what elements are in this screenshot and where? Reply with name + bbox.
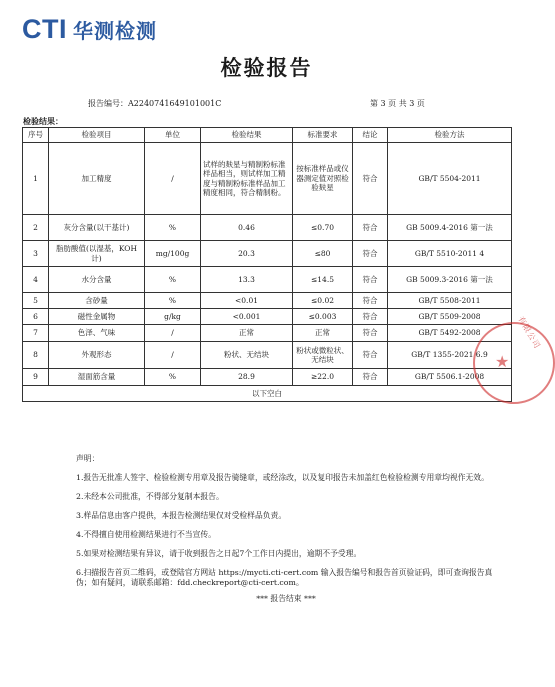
- cell-item: 水分含量: [49, 267, 145, 293]
- cell-requirement: ≤0.02: [293, 293, 353, 309]
- cell-requirement: 粉状或微粒状、无结块: [293, 342, 353, 369]
- cell-item: 磁性金属物: [49, 309, 145, 325]
- cell-no: 2: [23, 215, 49, 241]
- cell-result: 20.3: [201, 241, 293, 267]
- cell-method: GB/T 5508-2011: [388, 293, 512, 309]
- cell-no: 1: [23, 143, 49, 215]
- declaration-item: 5.如果对检测结果有异议，请于收到报告之日起7个工作日内提出，逾期不予受理。: [76, 549, 362, 558]
- declaration-item: 4.不得擅自使用检测结果进行不当宣传。: [76, 530, 216, 539]
- cell-unit: %: [145, 215, 201, 241]
- cell-requirement: 正常: [293, 325, 353, 342]
- cell-requirement: ≤0.003: [293, 309, 353, 325]
- results-table: [22, 127, 512, 402]
- cell-unit: /: [145, 143, 201, 215]
- cell-method: GB/T 5506.1-2008: [388, 369, 512, 386]
- cell-no: 4: [23, 267, 49, 293]
- col-conclusion: 结论: [353, 128, 388, 143]
- seal-star-icon: ★: [495, 352, 510, 371]
- cell-conclusion: 符合: [353, 143, 388, 215]
- cell-no: 8: [23, 342, 49, 369]
- table-row: [23, 215, 512, 241]
- cell-result: <0.001: [201, 309, 293, 325]
- cell-item: 外观形态: [49, 342, 145, 369]
- cell-conclusion: 符合: [353, 309, 388, 325]
- cell-unit: %: [145, 267, 201, 293]
- declaration-heading: 声明：: [76, 454, 100, 463]
- table-footer: 以下空白: [23, 386, 512, 402]
- col-unit: 单位: [145, 128, 201, 143]
- cell-item: 湿面筋含量: [49, 369, 145, 386]
- table-header-row: [23, 128, 512, 143]
- report-end: *** 报告结束 ***: [256, 594, 316, 603]
- cell-conclusion: 符合: [353, 293, 388, 309]
- results-label: 检验结果：: [23, 116, 63, 126]
- cell-no: 7: [23, 325, 49, 342]
- cell-method: GB 5009.4-2016 第一法: [388, 215, 512, 241]
- logo-chinese: 华测检测: [73, 19, 157, 43]
- cell-method: GB/T 5504-2011: [388, 143, 512, 215]
- table-row: [23, 342, 512, 369]
- table-row: [23, 267, 512, 293]
- cell-result: 正常: [201, 325, 293, 342]
- cell-conclusion: 符合: [353, 325, 388, 342]
- declaration-item: 3.样品信息由客户提供，本报告检测结果仅对受检样品负责。: [76, 511, 287, 520]
- cell-item: 灰分含量(以干基计): [49, 215, 145, 241]
- declaration-item: 2.未经本公司批准，不得部分复制本报告。: [76, 492, 224, 501]
- report-number: 报告编号：A2240741649101001C: [88, 99, 222, 108]
- cell-result: <0.01: [201, 293, 293, 309]
- cell-unit: g/kg: [145, 309, 201, 325]
- page-info: 第 3 页 共 3 页: [370, 99, 425, 108]
- company-logo: [22, 14, 157, 45]
- declaration-item: 6.扫描报告首页二维码，或登陆官方网站 https://mycti.cti-cert.com 输入报告编号和报告首页验证码，即可查询报告真伪；如有疑问，请联系邮箱：fdd.checkreport@cti-cert.com。: [76, 568, 493, 587]
- cell-no: 9: [23, 369, 49, 386]
- cell-item: 含砂量: [49, 293, 145, 309]
- table-row: [23, 325, 512, 342]
- col-result: 检验结果: [201, 128, 293, 143]
- cell-method: GB/T 5510-2011 4: [388, 241, 512, 267]
- table-footer-row: [23, 386, 512, 402]
- cell-item: 色泽、气味: [49, 325, 145, 342]
- cell-requirement: 按标准样品或仪器测定值对照检验麸星: [293, 143, 353, 215]
- cell-requirement: ≤14.5: [293, 267, 353, 293]
- cell-requirement: ≤80: [293, 241, 353, 267]
- col-no: 序号: [23, 128, 49, 143]
- cell-result: 28.9: [201, 369, 293, 386]
- logo-latin: CTI: [22, 14, 67, 44]
- cell-requirement: ≥22.0: [293, 369, 353, 386]
- cell-conclusion: 符合: [353, 369, 388, 386]
- cell-method: GB/T 5509-2008: [388, 309, 512, 325]
- cell-conclusion: 符合: [353, 342, 388, 369]
- table-row: [23, 241, 512, 267]
- cell-conclusion: 符合: [353, 267, 388, 293]
- cell-item: 加工精度: [49, 143, 145, 215]
- cell-unit: %: [145, 293, 201, 309]
- col-method: 检验方法: [388, 128, 512, 143]
- table-row: [23, 143, 512, 215]
- cell-no: 5: [23, 293, 49, 309]
- cell-conclusion: 符合: [353, 241, 388, 267]
- cell-no: 6: [23, 309, 49, 325]
- cell-method: GB 5009.3-2016 第一法: [388, 267, 512, 293]
- cell-result: 试样的麸星与精制粉标准样品相当，则试样加工精度与精制粉标准样品加工精度相同，符合精制粉。: [201, 143, 293, 215]
- cell-requirement: ≤0.70: [293, 215, 353, 241]
- cell-method: GB/T 1355-2021 6.9: [388, 342, 512, 369]
- cell-method: GB/T 5492-2008: [388, 325, 512, 342]
- table-row: [23, 309, 512, 325]
- col-item: 检验项目: [49, 128, 145, 143]
- company-seal: [473, 314, 555, 404]
- cell-item: 脂肪酸值(以湿基，KOH计): [49, 241, 145, 267]
- table-row: [23, 369, 512, 386]
- cell-result: 13.3: [201, 267, 293, 293]
- cell-result: 粉状、无结块: [201, 342, 293, 369]
- declaration-section: [76, 454, 496, 604]
- col-requirement: 标准要求: [293, 128, 353, 143]
- cell-no: 3: [23, 241, 49, 267]
- table-row: [23, 293, 512, 309]
- page-title: 检验报告: [220, 55, 313, 80]
- cell-unit: %: [145, 369, 201, 386]
- cell-unit: /: [145, 325, 201, 342]
- declaration-item: 1.报告无批准人签字、检验检测专用章及报告骑缝章，或经涂改，以及复印报告未加盖红色检验检测专用章均视作无效。: [76, 473, 489, 482]
- cell-unit: mg/100g: [145, 241, 201, 267]
- cell-conclusion: 符合: [353, 215, 388, 241]
- cell-result: 0.46: [201, 215, 293, 241]
- seal-text: 有限公司: [516, 314, 543, 351]
- cell-unit: /: [145, 342, 201, 369]
